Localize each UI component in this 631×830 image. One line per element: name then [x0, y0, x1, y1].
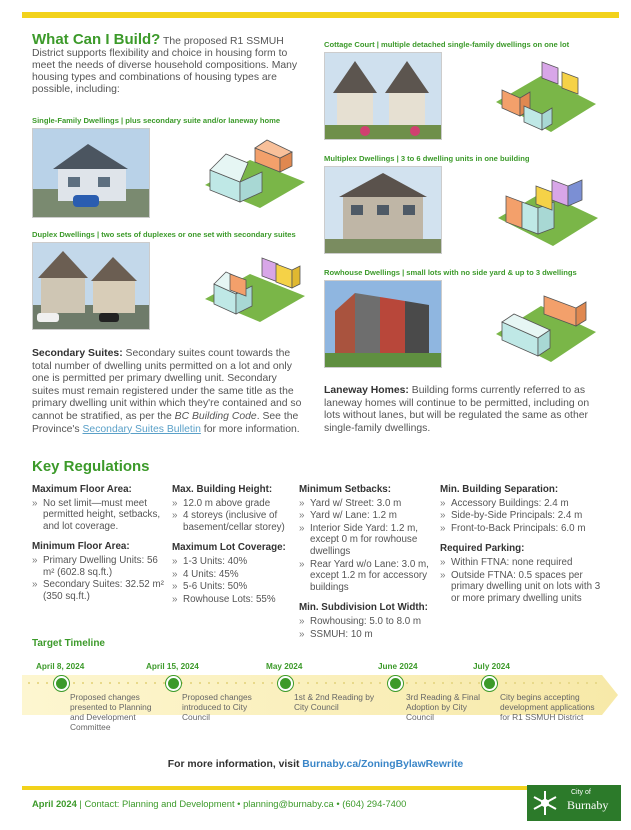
regulations-column-1	[32, 484, 164, 611]
intro-body: The proposed R1 SSMUH District supports flexibility and choice in housing form to meet the needs of diverse household compositions. Many housing types and combinations of housing types are possible, including:	[32, 36, 298, 95]
laneway-paragraph	[324, 385, 594, 435]
footer-contact: Contact: Planning and Development • planning@burnaby.ca • (604) 294-7400	[84, 798, 407, 809]
secondary-suites-bulletin-link[interactable]: Secondary Suites Bulletin	[82, 423, 201, 435]
list-item: » Yard w/ Lane: 1.2 m	[299, 510, 431, 522]
bc-building-code: BC Building Code	[174, 410, 257, 422]
regulations-column-2	[172, 484, 292, 614]
list-item: » Secondary Suites: 32.52 m² (350 sq.ft.)	[32, 579, 164, 602]
list-item: » Side-by-Side Principals: 2.4 m	[440, 510, 602, 522]
timeline-step: Proposed changes presented to Planning and Development Committee	[70, 692, 152, 732]
timeline-title: Target Timeline	[32, 638, 105, 649]
list-item: » 5-6 Units: 50%	[172, 581, 292, 593]
cottage-court-diagram	[496, 52, 596, 139]
min-floor-title: Minimum Floor Area:	[32, 541, 130, 553]
key-regulations-title: Key Regulations	[32, 458, 150, 475]
timeline-date: May 2024	[266, 662, 303, 671]
parking-title: Required Parking:	[440, 543, 525, 555]
more-info-link[interactable]: Burnaby.ca/ZoningBylawRewrite	[302, 759, 464, 770]
footer	[32, 798, 406, 809]
list-item: » Rear Yard w/o Lane: 3.0 m, except 1.2 m for accessory buildings	[299, 559, 431, 594]
rowhouse-diagram	[496, 282, 596, 369]
multiplex-diagram	[498, 166, 598, 253]
timeline-step: 3rd Reading & Final Adoption by City Council	[406, 692, 481, 722]
intro-title: What Can I Build?	[32, 31, 161, 48]
list-item: » Outside FTNA: 0.5 spaces per primary dwelling unit on lots with 3 or more primary dwelling units	[440, 570, 602, 605]
secondary-suites-end: for more information.	[200, 423, 300, 435]
snowflake-icon	[527, 785, 561, 821]
single-family-photo	[32, 128, 150, 218]
max-coverage-title: Maximum Lot Coverage:	[172, 542, 286, 554]
list-item: » Yard w/ Street: 3.0 m	[299, 498, 431, 510]
list-item: » Rowhousing: 5.0 to 8.0 m	[299, 616, 431, 628]
cottage-court-photo	[324, 52, 442, 140]
timeline-date: July 2024	[473, 662, 510, 671]
bottom-accent-bar	[22, 786, 527, 790]
list-item: » Primary Dwelling Units: 56 m² (602.8 sq.ft.)	[32, 555, 164, 578]
caption-name: Duplex Dwellings	[32, 230, 95, 239]
lot-width-title: Min. Subdivision Lot Width:	[299, 602, 428, 614]
timeline-step: City begins accepting development applications for R1 SSMUH District	[500, 692, 595, 722]
setbacks-title: Minimum Setbacks:	[299, 484, 392, 495]
caption-name: Multiplex Dwellings	[324, 154, 395, 163]
logo-city: City of	[571, 789, 591, 796]
footer-date: April 2024	[32, 798, 77, 809]
laneway-body: Building forms currently referred to as laneway homes will continue to be permitted, including on lots without lanes, but will be regulated the same as other single-family dwellings.	[324, 385, 590, 434]
regulations-column-3	[299, 484, 431, 649]
duplex-photo	[32, 242, 150, 330]
timeline-date: April 8, 2024	[36, 662, 85, 671]
duplex-diagram	[200, 244, 310, 329]
top-accent-bar	[22, 12, 619, 18]
logo-name: Burnaby	[567, 798, 609, 812]
secondary-suites-body: Secondary suites count towards the total number of dwelling units permitted on a lot and only one is permitted per primary dwelling unit. Secondary suites must remain registered under the same title as the primary dwelling unit within which they're contained and so cannot be stratified, as per the	[32, 348, 302, 422]
timeline-step: 1st & 2nd Reading by City Council	[294, 692, 375, 712]
timeline-date: June 2024	[378, 662, 418, 671]
caption-duplex	[32, 230, 296, 239]
caption-desc: | multiple detached single-family dwellings on one lot	[374, 40, 570, 49]
timeline-step: Proposed changes introduced to City Council	[182, 692, 252, 722]
list-item: » SSMUH: 10 m	[299, 629, 431, 641]
timeline-node	[482, 676, 497, 691]
regulations-column-4	[440, 484, 602, 613]
caption-desc: | two sets of duplexes or one set with secondary suites	[94, 230, 296, 239]
separation-title: Min. Building Separation:	[440, 484, 559, 495]
footer-separator: |	[76, 798, 85, 809]
single-family-diagram	[200, 130, 310, 215]
list-item: » No set limit—must meet permitted height, setbacks, and lot coverage.	[32, 498, 164, 533]
more-info-prefix: For more information, visit	[167, 759, 303, 770]
caption-single-family	[32, 116, 280, 125]
caption-desc: | plus secondary suite and/or laneway home	[118, 116, 281, 125]
more-info	[0, 759, 631, 770]
timeline-node	[278, 676, 293, 691]
timeline-date: April 15, 2024	[146, 662, 199, 671]
list-item: » Interior Side Yard: 1.2 m, except 0 m for rowhouse dwellings	[299, 523, 431, 558]
caption-desc: | small lots with no side yard & up to 3 dwellings	[399, 268, 577, 277]
timeline-node	[54, 676, 69, 691]
max-height-title: Max. Building Height:	[172, 484, 273, 495]
caption-desc: | 3 to 6 dwelling units in one building	[394, 154, 530, 163]
rowhouse-photo	[324, 280, 442, 368]
caption-name: Cottage Court	[324, 40, 375, 49]
caption-rowhouse	[324, 268, 577, 277]
list-item: » Accessory Buildings: 2.4 m	[440, 498, 602, 510]
list-item: » Within FTNA: none required	[440, 557, 602, 569]
caption-name: Rowhouse Dwellings	[324, 268, 400, 277]
secondary-suites-mid: . See the Province's	[32, 410, 299, 435]
list-item: » 4 Units: 45%	[172, 569, 292, 581]
timeline-node	[166, 676, 181, 691]
caption-multiplex	[324, 154, 529, 163]
timeline-node	[388, 676, 403, 691]
secondary-suites-paragraph	[32, 348, 302, 436]
list-item: » Front-to-Back Principals: 6.0 m	[440, 523, 602, 535]
intro-block	[32, 31, 308, 96]
list-item: » 12.0 m above grade	[172, 498, 292, 510]
multiplex-photo	[324, 166, 442, 254]
list-item: » Rowhouse Lots: 55%	[172, 594, 292, 606]
caption-name: Single-Family Dwellings	[32, 116, 119, 125]
caption-cottage-court	[324, 40, 569, 49]
max-floor-title: Maximum Floor Area:	[32, 484, 132, 495]
laneway-title: Laneway Homes:	[324, 385, 409, 396]
list-item: » 4 storeys (inclusive of basement/cellar storey)	[172, 510, 292, 533]
list-item: » 1-3 Units: 40%	[172, 556, 292, 568]
burnaby-logo	[527, 785, 621, 821]
secondary-suites-title: Secondary Suites:	[32, 348, 123, 359]
